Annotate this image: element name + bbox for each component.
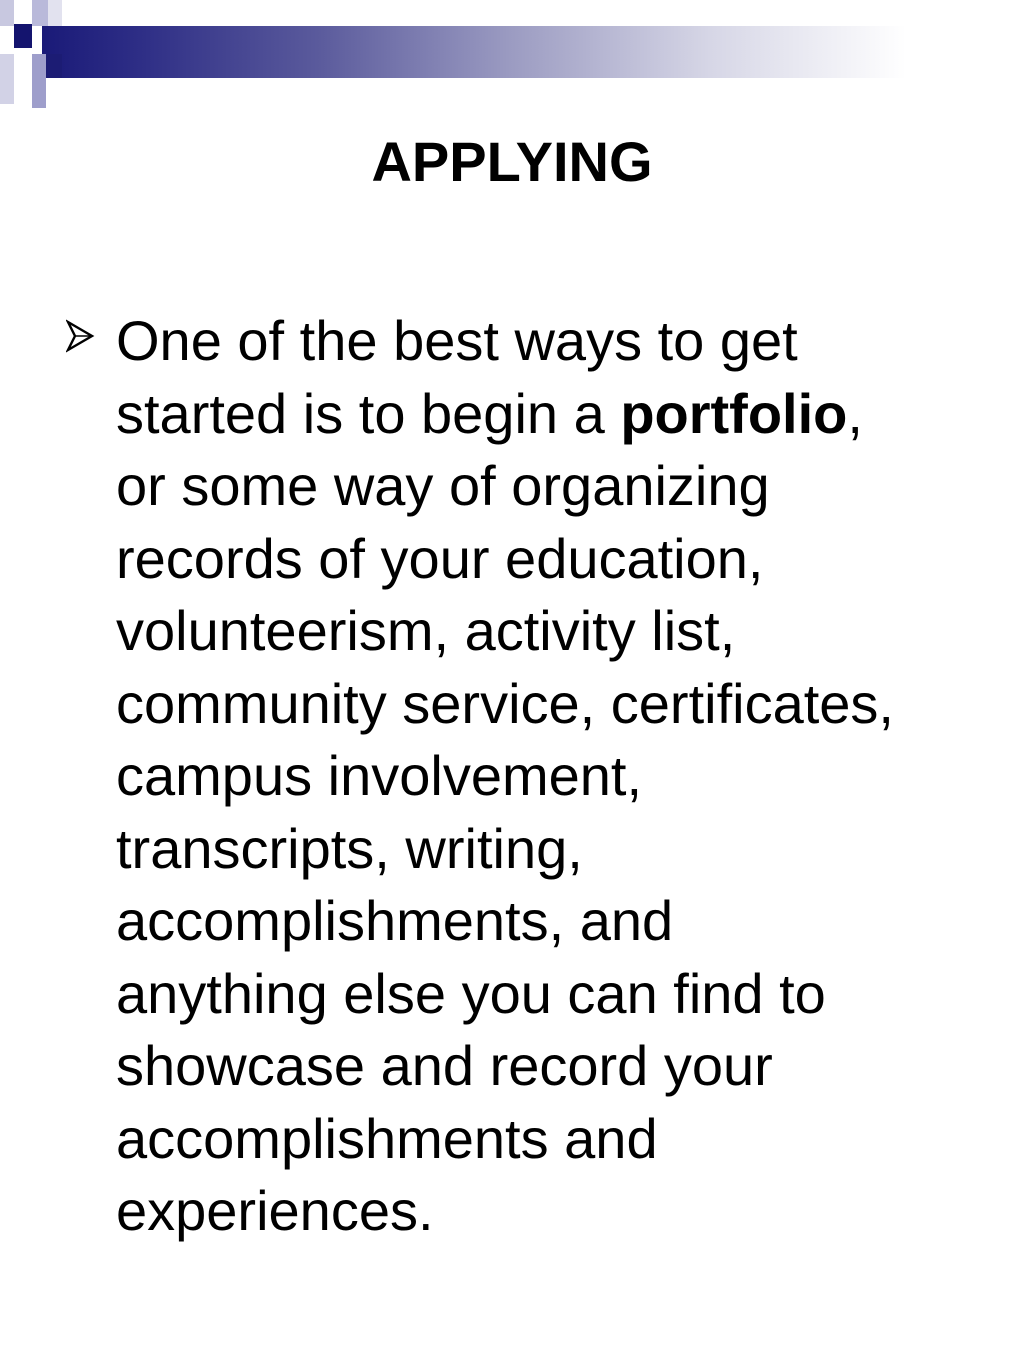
decor-square [48,0,62,26]
bullet-line-text: , [847,381,863,445]
bullet-line: showcase and record your [116,1034,773,1097]
decor-square [0,0,14,26]
decor-square [14,24,32,48]
decor-square [32,54,46,108]
bullet-line: campus involvement, [116,744,643,807]
bullet-text [116,305,976,1248]
bullet-line: community service, certificates, [116,671,894,735]
arrowhead-bullet-icon [66,319,96,353]
bullet-line: experiences. [116,1179,434,1242]
bullet-line: volunteerism, activity list, [116,599,736,662]
decor-square [32,0,48,26]
slide-title: APPLYING [371,130,653,193]
portfolio-term: portfolio [620,381,848,445]
bullet-line: accomplishments and [116,1106,658,1170]
bullet-line: anything else you can find to [116,961,826,1025]
decor-square [46,54,62,78]
bullet-line: or some way of organizing [116,454,770,517]
header-gradient-band [42,26,1024,78]
bullet-line: transcripts, writing, [116,816,583,880]
decor-square [0,54,14,104]
bullet-line [116,378,976,451]
bullet-line-text: started is to begin a [116,381,621,445]
bullet-line: accomplishments, and [116,889,674,952]
bullet-line: records of your education, [116,526,764,590]
decor-square [14,54,32,78]
header-decoration [0,0,1024,110]
bullet-line: One of the best ways to get [116,309,798,372]
